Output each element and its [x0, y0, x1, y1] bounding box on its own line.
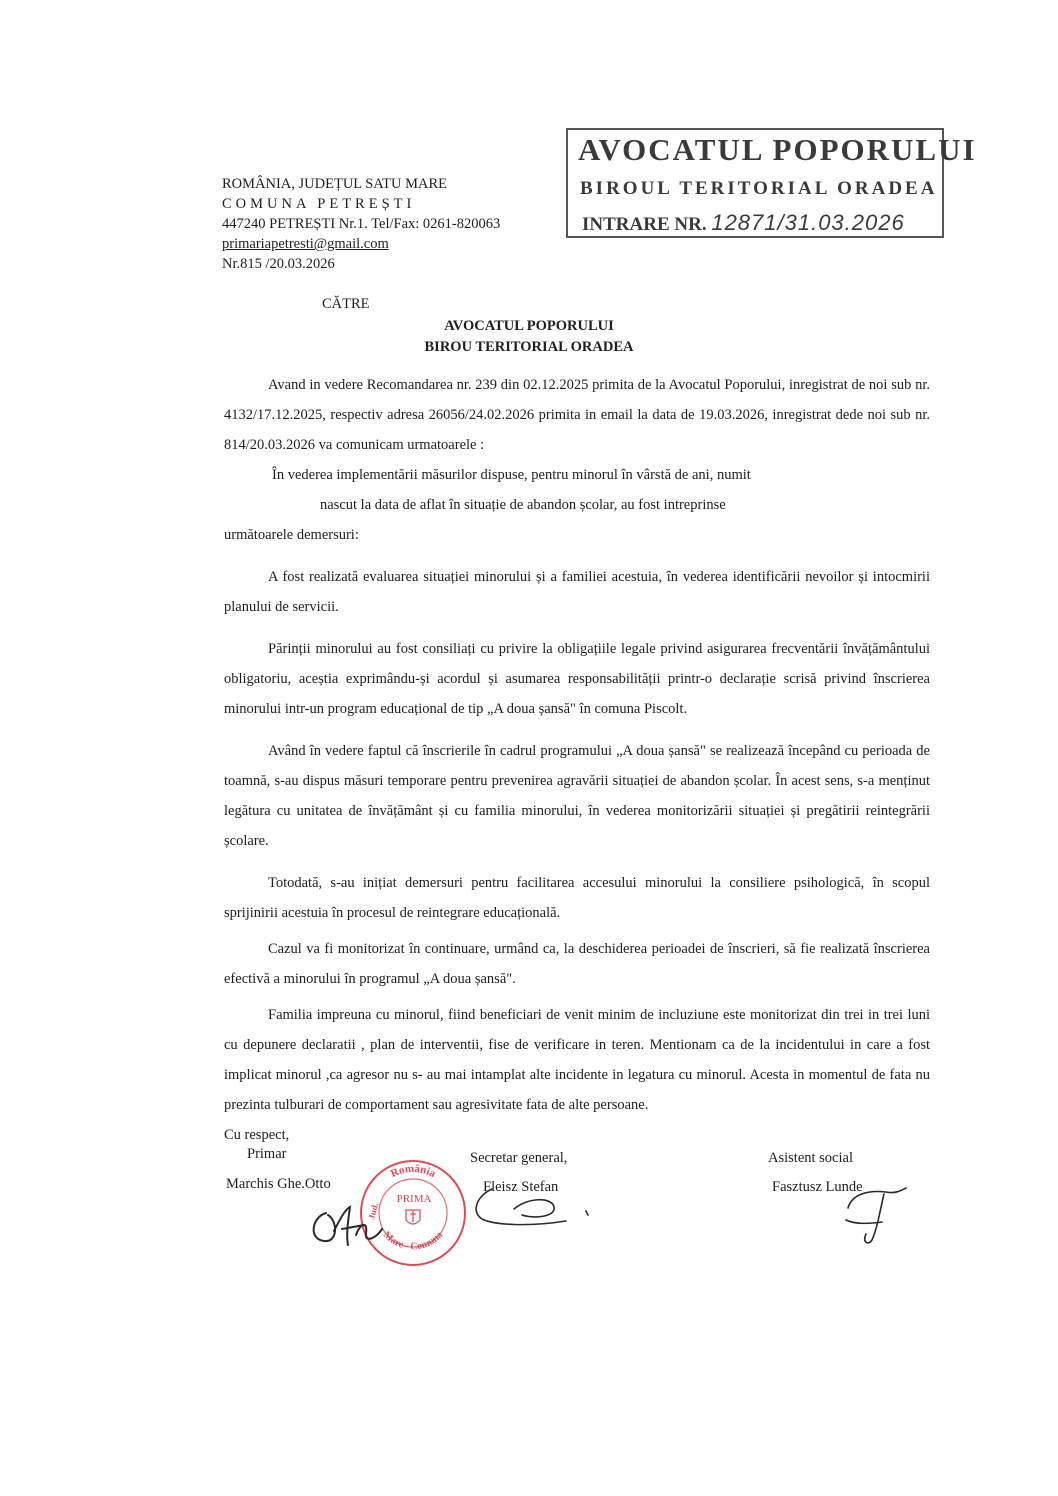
paragraph-2-line-1: În vederea implementării măsurilor dispuse, pentru minorul în vârstă de ani, numit: [272, 467, 751, 483]
coat-of-arms-icon: [406, 1210, 420, 1224]
seal-bottom-text: Mare - Comuna: [380, 1229, 446, 1253]
secretary-title: Secretar general,: [470, 1150, 568, 1166]
mayor-title: Primar: [247, 1146, 287, 1162]
social-worker-title: Asistent social: [768, 1150, 853, 1166]
registration-stamp: [566, 128, 977, 238]
paragraph-5: Având în vedere faptul că înscrierile în cadrul programului „A doua șansă" se realizează începând cu perioada de toamnă, s-au dispus măsuri temporare pentru prevenirea agravării situației de abandon școlar. În acest sens, s-a menținut legătura cu unitatea de învățământ și cu familia minorului, în vederea monitorizării situației și pregătirii reintegrării școlare.: [224, 743, 930, 849]
header-commune: COMUNA PETREȘTI: [222, 196, 416, 212]
stamp-line-2: BIROUL TERITORIAL ORADEA: [580, 178, 938, 199]
addressee-label: CĂTRE: [322, 296, 370, 312]
header-reference-number: Nr.815 /20.03.2026: [222, 256, 335, 272]
stamp-line-1: AVOCATUL POPORULUI: [578, 132, 977, 167]
paragraph-2-line-3: următoarele demersuri:: [224, 527, 359, 543]
secretary-name: Fleisz Stefan: [483, 1179, 559, 1195]
addressee-title-2: BIROU TERITORIAL ORADEA: [424, 339, 634, 355]
stamp-entry-label: INTRARE NR.: [582, 214, 707, 235]
svg-text:România: [389, 1163, 438, 1181]
mayor-name: Marchis Ghe.Otto: [226, 1176, 331, 1192]
paragraph-1: Avand in vedere Recomandarea nr. 239 din 02.12.2025 primita de la Avocatul Poporului, inregistrat de noi sub nr. 4132/17.12.2025, respectiv adresa 26056/24.02.2026 primita in email la data de 19.03.2026, inregistrat dede noi sub nr. 814/20.03.2026 va comunicam urmatoarele :: [224, 377, 930, 453]
header-email: primariapetresti@gmail.com: [222, 236, 389, 252]
paragraph-7: Cazul va fi monitorizat în continuare, urmând ca, la deschiderea perioadei de înscrieri, să fie realizată înscrierea efectivă a minorului în programul „A doua șansă".: [224, 941, 930, 987]
seal-center-text: PRIMA: [396, 1193, 432, 1205]
social-worker-name: Fasztusz Lunde: [772, 1179, 863, 1195]
stamp-line-3: [582, 210, 905, 236]
paragraph-4: Părinții minorului au fost consiliați cu privire la obligațiile legale privind asigurarea frecventării învățământului obligatoriu, aceștia exprimându-și acordul și asumarea responsabilității printr-o declarație scrisă privind înscrierea minorului intr-un program educațional de tip „A doua șansă" în comuna Piscolt.: [224, 641, 930, 717]
header-country-county: ROMÂNIA, JUDEȚUL SATU MARE: [222, 176, 448, 192]
paragraph-8: Familia impreuna cu minorul, fiind beneficiari de venit minim de incluziune este monitorizat din trei in trei luni cu depunere declaratii , plan de interventii, fise de verificare in teren. Mentionam ca de la incidentului in care a fost implicat minorul ,ca agresor nu s- au mai intamplat alte incidente in legatura cu minorul. Acesta in momentul de fata nu prezinta tulburari de comportament sau agresivitate fata de alte persoane.: [224, 1007, 930, 1113]
paragraph-6: Totodată, s-au inițiat demersuri pentru facilitarea accesului minorului la consiliere psihologică, în scopul sprijinirii acestuia în procesul de reintegrare educațională.: [224, 875, 930, 921]
seal-top-text: România: [388, 1162, 438, 1181]
mayor-signature: [304, 1195, 400, 1255]
paragraph-3: A fost realizată evaluarea situației minorului și a familiei acestuia, în vederea identificării nevoilor și intocmirii planului de servicii.: [224, 569, 930, 615]
paragraph-2-line-2: nascut la data de aflat în situație de abandon școlar, au fost intreprinse: [320, 497, 726, 513]
letter-body: [224, 370, 930, 1150]
social-worker-signature: [838, 1180, 908, 1250]
secretary-signature: [468, 1185, 598, 1231]
closing-formula: Cu respect,: [224, 1127, 290, 1143]
seal-side-text: Jud.: [366, 1201, 381, 1221]
addressee-title-1: AVOCATUL POPORULUI: [444, 318, 614, 334]
stamp-entry-number: 12871/31.03.2026: [711, 210, 905, 235]
header-address: 447240 PETREȘTI Nr.1. Tel/Fax: 0261-820063: [222, 216, 501, 232]
